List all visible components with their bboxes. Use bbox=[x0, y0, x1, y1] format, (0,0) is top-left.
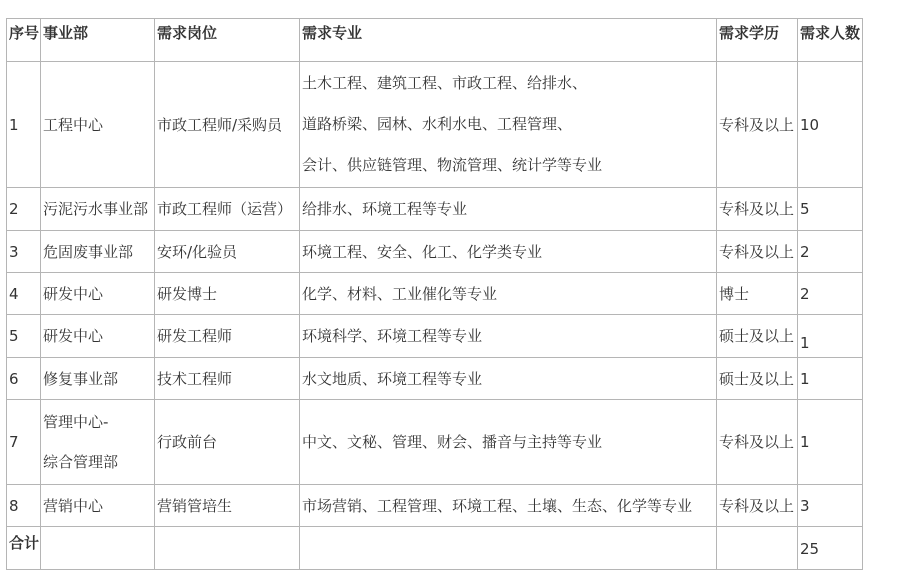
cell-department: 修复事业部 bbox=[41, 358, 155, 400]
cell-major: 中文、文秘、管理、财会、播音与主持等专业 bbox=[300, 400, 717, 485]
major-line: 会计、供应链管理、物流管理、统计学等专业 bbox=[302, 156, 603, 174]
cell-education: 硕士及以上 bbox=[717, 358, 798, 400]
cell-position: 研发博士 bbox=[155, 273, 300, 315]
cell-index: 1 bbox=[7, 62, 41, 188]
table-row bbox=[7, 62, 863, 188]
major-line: 道路桥梁、园林、水利水电、工程管理、 bbox=[302, 115, 573, 133]
cell-count: 10 bbox=[798, 62, 863, 188]
cell-count: 2 bbox=[798, 273, 863, 315]
cell-department: 工程中心 bbox=[41, 62, 155, 188]
cell-major: 化学、材料、工业催化等专业 bbox=[300, 273, 717, 315]
cell-count: 5 bbox=[798, 188, 863, 231]
major-lines bbox=[302, 63, 716, 186]
cell-position: 市政工程师/采购员 bbox=[155, 62, 300, 188]
major-line: 土木工程、建筑工程、市政工程、给排水、 bbox=[302, 74, 588, 92]
cell-major: 市场营销、工程管理、环境工程、土壤、生态、化学等专业 bbox=[300, 485, 717, 527]
cell-index: 2 bbox=[7, 188, 41, 231]
table-row bbox=[7, 485, 863, 527]
cell-empty bbox=[41, 527, 155, 570]
cell-empty bbox=[155, 527, 300, 570]
cell-major: 环境工程、安全、化工、化学类专业 bbox=[300, 231, 717, 273]
cell-education: 专科及以上 bbox=[717, 231, 798, 273]
header-position: 需求岗位 bbox=[155, 19, 300, 62]
cell-position: 行政前台 bbox=[155, 400, 300, 485]
cell-index: 7 bbox=[7, 400, 41, 485]
cell-department: 研发中心 bbox=[41, 273, 155, 315]
header-department: 事业部 bbox=[41, 19, 155, 62]
department-line: 综合管理部 bbox=[43, 453, 119, 471]
cell-major: 环境科学、环境工程等专业 bbox=[300, 315, 717, 358]
header-index: 序号 bbox=[7, 19, 41, 62]
total-count: 25 bbox=[798, 527, 863, 570]
table-row bbox=[7, 358, 863, 400]
department-line: 管理中心- bbox=[43, 413, 109, 431]
cell-education: 专科及以上 bbox=[717, 188, 798, 231]
cell-major: 给排水、环境工程等专业 bbox=[300, 188, 717, 231]
table-row bbox=[7, 188, 863, 231]
cell-position: 研发工程师 bbox=[155, 315, 300, 358]
total-label: 合计 bbox=[7, 527, 41, 570]
cell-education: 博士 bbox=[717, 273, 798, 315]
cell-index: 3 bbox=[7, 231, 41, 273]
cell-count: 3 bbox=[798, 485, 863, 527]
cell-education: 专科及以上 bbox=[717, 485, 798, 527]
cell-empty bbox=[717, 527, 798, 570]
cell-index: 8 bbox=[7, 485, 41, 527]
recruitment-table bbox=[6, 18, 863, 570]
table-header-row bbox=[7, 19, 863, 62]
header-major: 需求专业 bbox=[300, 19, 717, 62]
cell-index: 5 bbox=[7, 315, 41, 358]
cell-department: 营销中心 bbox=[41, 485, 155, 527]
cell-major bbox=[300, 62, 717, 188]
cell-major: 水文地质、环境工程等专业 bbox=[300, 358, 717, 400]
cell-position: 营销管培生 bbox=[155, 485, 300, 527]
cell-count: 1 bbox=[798, 400, 863, 485]
header-education: 需求学历 bbox=[717, 19, 798, 62]
department-lines bbox=[43, 402, 154, 482]
cell-position: 安环/化验员 bbox=[155, 231, 300, 273]
cell-index: 6 bbox=[7, 358, 41, 400]
table-row bbox=[7, 315, 863, 358]
cell-position: 市政工程师（运营） bbox=[155, 188, 300, 231]
table-row bbox=[7, 400, 863, 485]
cell-department bbox=[41, 400, 155, 485]
cell-education: 专科及以上 bbox=[717, 400, 798, 485]
cell-department: 危固废事业部 bbox=[41, 231, 155, 273]
cell-department: 污泥污水事业部 bbox=[41, 188, 155, 231]
header-count: 需求人数 bbox=[798, 19, 863, 62]
cell-education: 专科及以上 bbox=[717, 62, 798, 188]
cell-department: 研发中心 bbox=[41, 315, 155, 358]
cell-count: 1 bbox=[798, 315, 863, 358]
table-row bbox=[7, 273, 863, 315]
table-row bbox=[7, 231, 863, 273]
cell-position: 技术工程师 bbox=[155, 358, 300, 400]
cell-count: 2 bbox=[798, 231, 863, 273]
cell-education: 硕士及以上 bbox=[717, 315, 798, 358]
cell-empty bbox=[300, 527, 717, 570]
table-total-row bbox=[7, 527, 863, 570]
cell-count: 1 bbox=[798, 358, 863, 400]
cell-index: 4 bbox=[7, 273, 41, 315]
